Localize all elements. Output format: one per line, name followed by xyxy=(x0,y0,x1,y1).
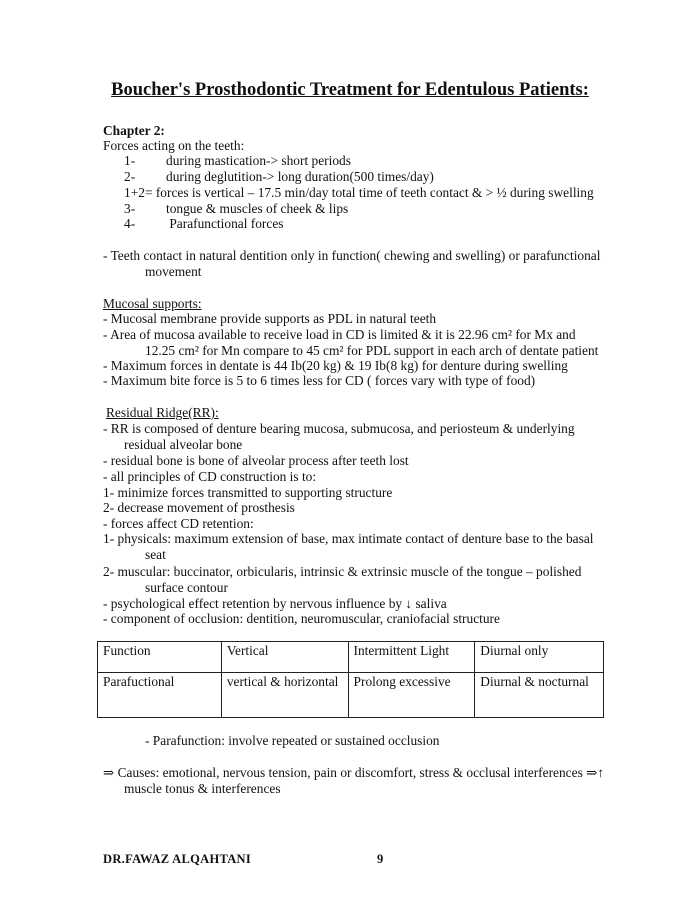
footer-author: DR.FAWAZ ALQAHTANI xyxy=(103,852,252,866)
causes-line-cont: muscle tonus & interferences xyxy=(124,781,281,796)
list-text: during mastication-> short periods xyxy=(166,153,351,168)
mucosal-line: - Area of mucosa available to receive load in CD is limited & it is 22.96 cm² for Mx and xyxy=(103,327,576,342)
list-number: 4- xyxy=(124,216,136,231)
parafunction-note: - Parafunction: involve repeated or sustained occlusion xyxy=(145,733,440,748)
table-cell: vertical & horizontal xyxy=(221,673,348,718)
list-text: 1+2= forces is vertical – 17.5 min/day total time of teeth contact & > ½ during swelling xyxy=(124,185,594,200)
list-text: Parafunctional forces xyxy=(166,216,284,231)
forces-summary xyxy=(124,185,594,201)
rr-line: - forces affect CD retention: xyxy=(103,516,254,531)
mucosal-heading: Mucosal supports: xyxy=(103,296,202,311)
forces-heading: Forces acting on the teeth: xyxy=(103,138,245,153)
list-text: during deglutition-> long duration(500 times/day) xyxy=(166,169,434,184)
table-cell: Diurnal only xyxy=(475,642,604,673)
chapter-heading: Chapter 2: xyxy=(103,123,165,138)
rr-line: 1- physicals: maximum extension of base, max intimate contact of denture base to the basal xyxy=(103,531,594,546)
mucosal-line: - Maximum forces in dentate is 44 Ib(20 kg) & 19 Ib(8 kg) for denture during swelling xyxy=(103,358,568,373)
rr-line: - RR is composed of denture bearing mucosa, submucosa, and periosteum & underlying xyxy=(103,421,575,436)
rr-line: - component of occlusion: dentition, neuromuscular, craniofacial structure xyxy=(103,611,500,626)
table-cell: Intermittent Light xyxy=(348,642,475,673)
rr-line: 1- minimize forces transmitted to supporting structure xyxy=(103,485,393,500)
table-cell: Parafuctional xyxy=(98,673,222,718)
rr-line-cont: seat xyxy=(145,547,166,562)
occlusion-table xyxy=(97,641,604,718)
rr-line: 2- muscular: buccinator, orbicularis, intrinsic & extrinsic muscle of the tongue – polished xyxy=(103,564,582,579)
table-row xyxy=(98,673,604,718)
teeth-contact-line-cont: movement xyxy=(145,264,202,279)
rr-line: - psychological effect retention by nervous influence by ↓ saliva xyxy=(103,596,447,611)
forces-item-2 xyxy=(124,169,434,185)
forces-item-3 xyxy=(124,201,348,217)
document-title: Boucher's Prosthodontic Treatment for Edentulous Patients: xyxy=(111,80,589,100)
list-number: 2- xyxy=(124,169,136,184)
forces-item-1 xyxy=(124,153,351,169)
rr-line-cont: surface contour xyxy=(145,580,228,595)
rr-line: 2- decrease movement of prosthesis xyxy=(103,500,295,515)
mucosal-line-cont: 12.25 cm² for Mn compare to 45 cm² for PDL support in each arch of dentate patient xyxy=(145,343,599,358)
table-cell: Diurnal & nocturnal xyxy=(475,673,604,718)
table-row xyxy=(98,642,604,673)
rr-line: - residual bone is bone of alveolar process after teeth lost xyxy=(103,453,409,468)
list-text: tongue & muscles of cheek & lips xyxy=(166,201,349,216)
causes-line: ⇒ Causes: emotional, nervous tension, pain or discomfort, stress & occlusal interferences ⇒↑ xyxy=(103,765,605,780)
table-cell: Prolong excessive xyxy=(348,673,475,718)
list-number: 3- xyxy=(124,201,136,216)
table-cell: Vertical xyxy=(221,642,348,673)
rr-heading: Residual Ridge(RR): xyxy=(106,405,219,420)
page-number: 9 xyxy=(377,852,384,866)
teeth-contact-line: - Teeth contact in natural dentition only in function( chewing and swelling) or parafunctional xyxy=(103,248,601,263)
forces-item-4 xyxy=(124,216,284,232)
rr-line-cont: residual alveolar bone xyxy=(124,437,243,452)
mucosal-line: - Maximum bite force is 5 to 6 times less for CD ( forces vary with type of food) xyxy=(103,373,536,388)
mucosal-line: - Mucosal membrane provide supports as PDL in natural teeth xyxy=(103,311,437,326)
list-number: 1- xyxy=(124,153,136,168)
rr-line: - all principles of CD construction is to: xyxy=(103,469,317,484)
table-cell: Function xyxy=(98,642,222,673)
